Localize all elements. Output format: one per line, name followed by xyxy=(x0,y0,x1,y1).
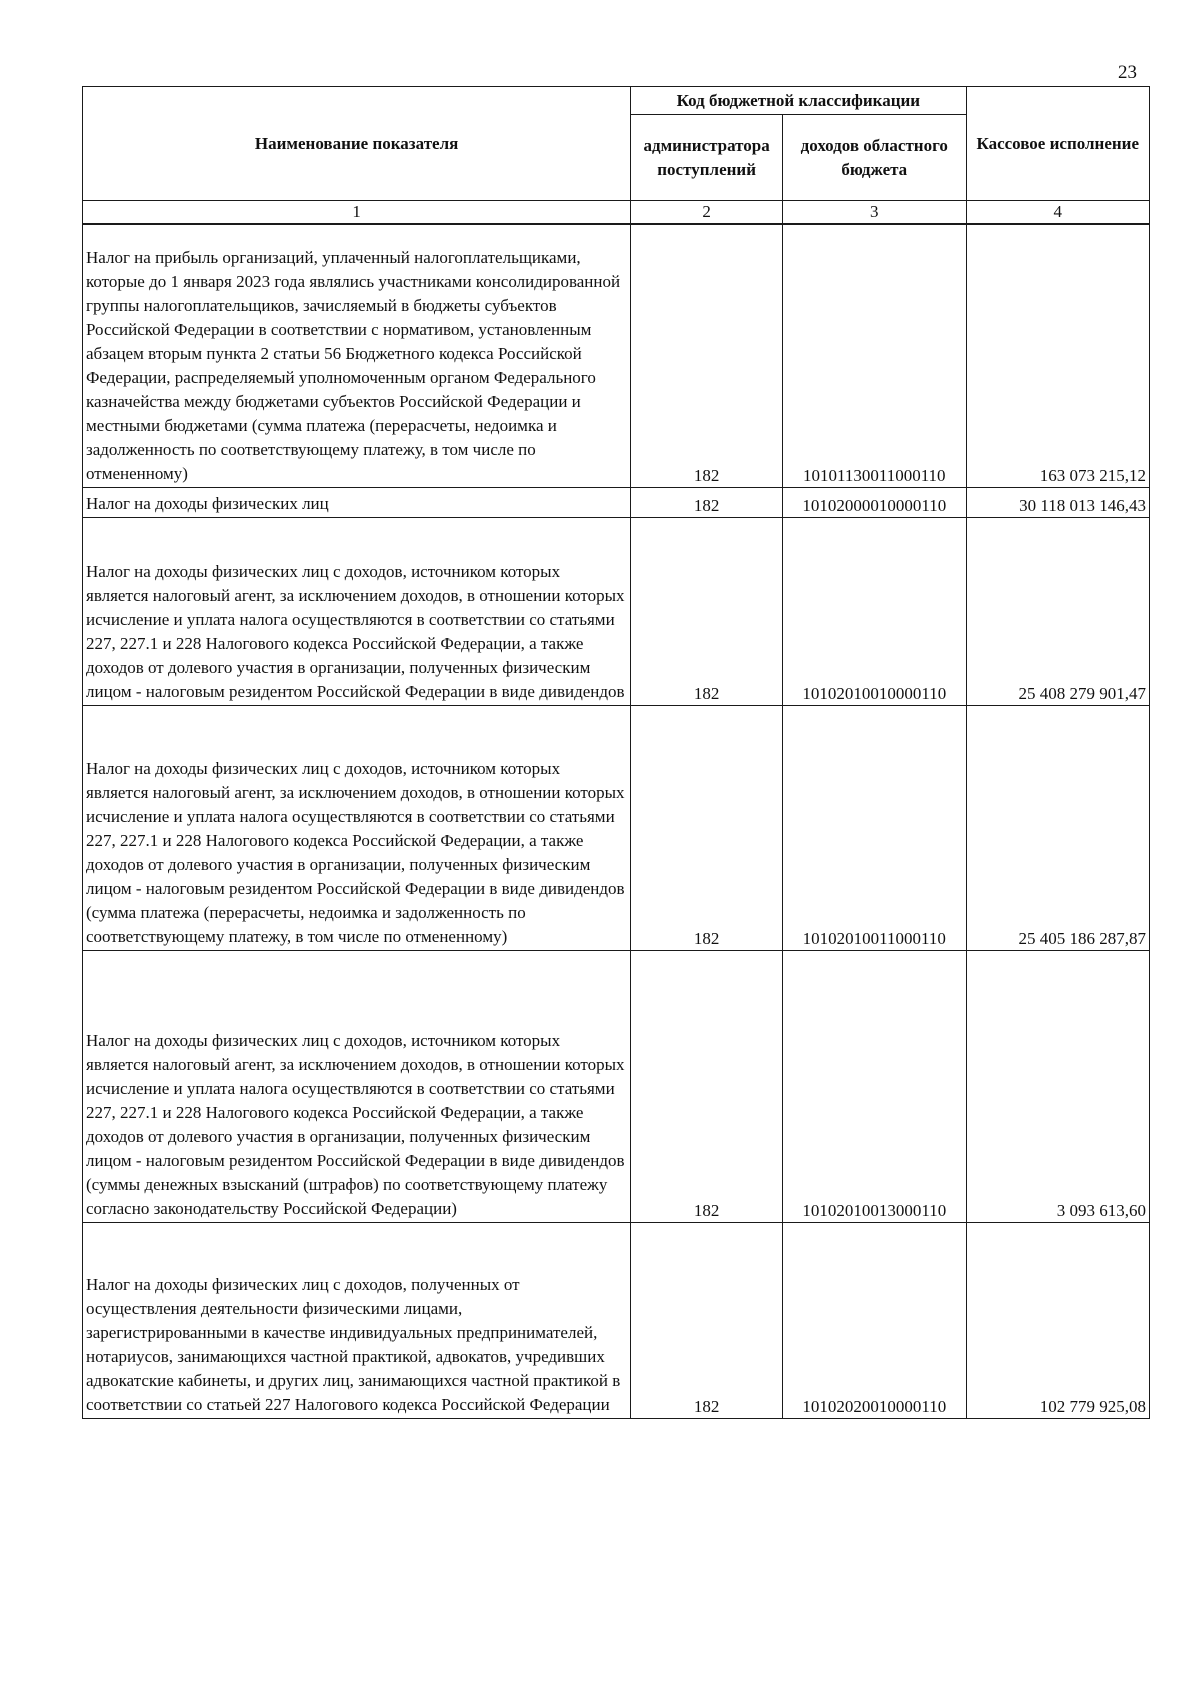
header-admin: администратора поступлений xyxy=(631,115,783,201)
header-execution: Кассовое исполнение xyxy=(966,87,1150,201)
indicator-name: Налог на прибыль организаций, уплаченный налогоплательщиками, которые до 1 января 2023 года являлись участниками консолидированной группы налогоплательщиков, зачисляемый в бюджеты субъектов Российской Федерации в соответствии с нормативом, установленным абзацем вторым пункта 2 статьи 56 Бюджетного кодекса Российской Федерации, распределяемый уполномоченным органом Федерального казначейства между бюджетами субъектов Российской Федерации и местными бюджетами (сумма платежа (перерасчеты, недоимка и задолженность по соответствующему платежу, в том числе по отмененному) xyxy=(83,224,631,487)
admin-code: 182 xyxy=(631,950,783,1222)
table-row xyxy=(83,487,1150,517)
indicator-name: Налог на доходы физических лиц xyxy=(83,487,631,517)
budget-code: 10102010010000110 xyxy=(783,517,966,705)
budget-table xyxy=(82,86,1150,1419)
budget-code: 10101130011000110 xyxy=(783,224,966,487)
table-row xyxy=(83,1222,1150,1418)
table-row xyxy=(83,950,1150,1222)
table-row xyxy=(83,517,1150,705)
cash-execution: 3 093 613,60 xyxy=(966,950,1150,1222)
budget-code: 10102010013000110 xyxy=(783,950,966,1222)
table-row xyxy=(83,705,1150,950)
admin-code: 182 xyxy=(631,517,783,705)
cash-execution: 163 073 215,12 xyxy=(966,224,1150,487)
budget-code: 10102000010000110 xyxy=(783,487,966,517)
index-cell: 4 xyxy=(966,201,1150,225)
index-cell: 3 xyxy=(783,201,966,225)
budget-code: 10102020010000110 xyxy=(783,1222,966,1418)
admin-code: 182 xyxy=(631,705,783,950)
admin-code: 182 xyxy=(631,224,783,487)
page-number: 23 xyxy=(1118,62,1137,83)
header-row-1 xyxy=(83,87,1150,115)
cash-execution: 25 408 279 901,47 xyxy=(966,517,1150,705)
indicator-name: Налог на доходы физических лиц с доходов, источником которых является налоговый агент, за исключением доходов, в отношении которых исчисление и уплата налога осуществляются в соответствии со статьями 227, 227.1 и 228 Налогового кодекса Российской Федерации, а также доходов от долевого участия в организации, полученных физическим лицом - налоговым резидентом Российской Федерации в виде дивидендов (суммы денежных взысканий (штрафов) по соответствующему платежу согласно законодательству Российской Федерации) xyxy=(83,950,631,1222)
header-classification: Код бюджетной классификации xyxy=(631,87,966,115)
cash-execution: 102 779 925,08 xyxy=(966,1222,1150,1418)
table-row xyxy=(83,224,1150,487)
header-name: Наименование показателя xyxy=(83,87,631,201)
admin-code: 182 xyxy=(631,1222,783,1418)
indicator-name: Налог на доходы физических лиц с доходов, источником которых является налоговый агент, за исключением доходов, в отношении которых исчисление и уплата налога осуществляются в соответствии со статьями 227, 227.1 и 228 Налогового кодекса Российской Федерации, а также доходов от долевого участия в организации, полученных физическим лицом - налоговым резидентом Российской Федерации в виде дивидендов xyxy=(83,517,631,705)
budget-code: 10102010011000110 xyxy=(783,705,966,950)
admin-code: 182 xyxy=(631,487,783,517)
cash-execution: 25 405 186 287,87 xyxy=(966,705,1150,950)
index-cell: 1 xyxy=(83,201,631,225)
index-cell: 2 xyxy=(631,201,783,225)
header-income: доходов областного бюджета xyxy=(783,115,966,201)
indicator-name: Налог на доходы физических лиц с доходов, полученных от осуществления деятельности физическими лицами, зарегистрированными в качестве индивидуальных предпринимателей, нотариусов, занимающихся частной практикой, адвокатов, учредивших адвокатские кабинеты, и других лиц, занимающихся частной практикой в соответствии со статьей 227 Налогового кодекса Российской Федерации xyxy=(83,1222,631,1418)
indicator-name: Налог на доходы физических лиц с доходов, источником которых является налоговый агент, за исключением доходов, в отношении которых исчисление и уплата налога осуществляются в соответствии со статьями 227, 227.1 и 228 Налогового кодекса Российской Федерации, а также доходов от долевого участия в организации, полученных физическим лицом - налоговым резидентом Российской Федерации в виде дивидендов (сумма платежа (перерасчеты, недоимка и задолженность по соответствующему платежу, в том числе по отмененному) xyxy=(83,705,631,950)
cash-execution: 30 118 013 146,43 xyxy=(966,487,1150,517)
index-row xyxy=(83,201,1150,225)
